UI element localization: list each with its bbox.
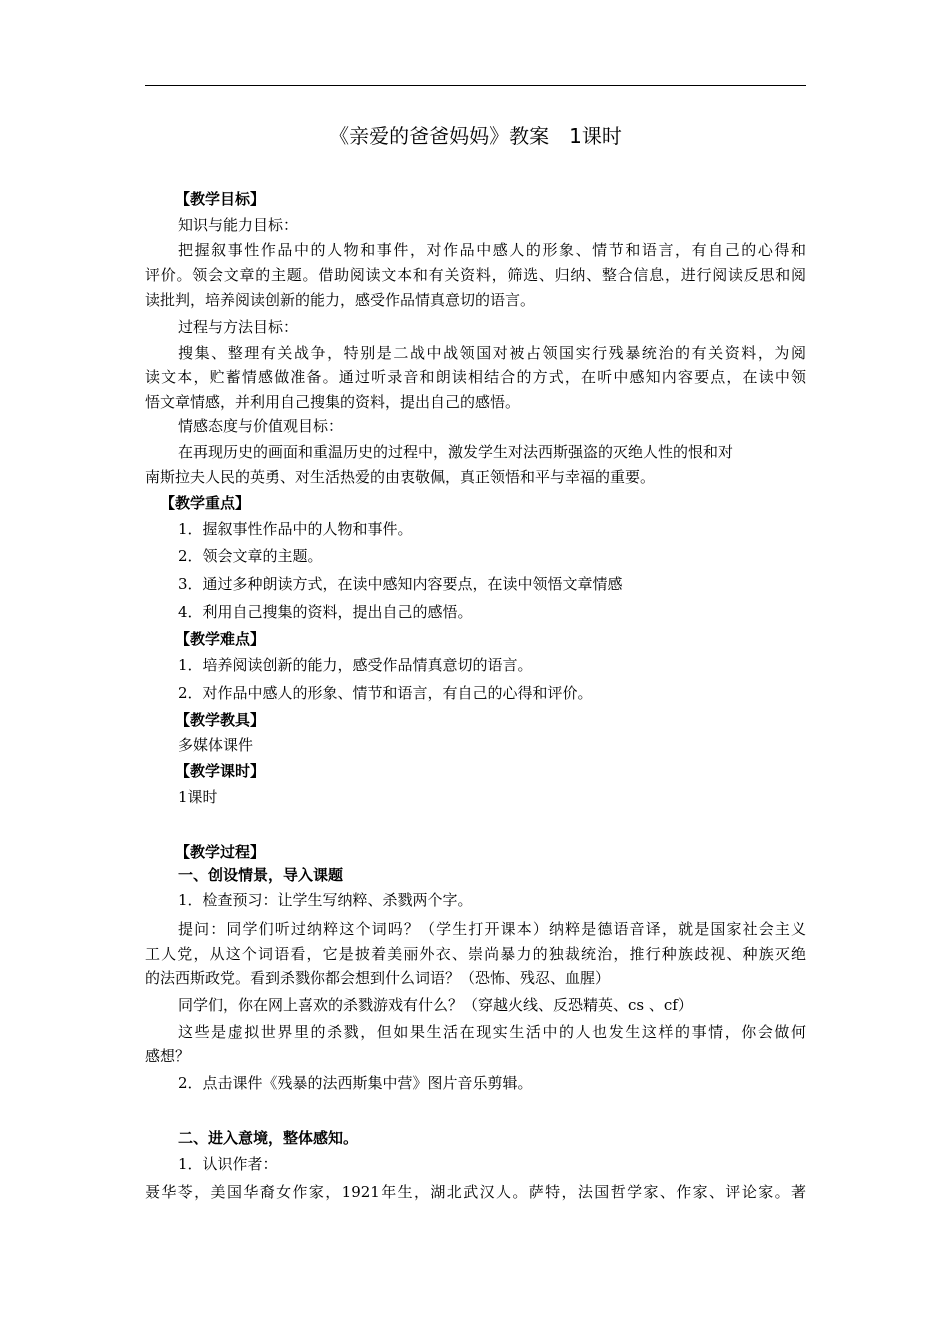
paragraph-line: 悟文章情感，并利用自己搜集的资料，提出自己的感悟。 (145, 393, 521, 411)
header-rule (145, 85, 806, 86)
paragraph-line: 南斯拉夫人民的英勇、对生活热爱的由衷敬佩，真正领悟和平与幸福的重要。 (145, 468, 656, 486)
paragraph-line: 这些是虚拟世界里的杀戮，但如果生活在现实生活中的人也发生这样的事情，你会做何 (178, 1023, 806, 1041)
paragraph-line: 提问：同学们听过纳粹这个词吗？（学生打开课本）纳粹是德语音译，就是国家社会主义 (178, 920, 806, 938)
heading-process: 【教学过程】 (175, 843, 266, 861)
page-title: 《亲爱的爸爸妈妈》教案 1课时 (329, 124, 622, 148)
list-item: 3．通过多种朗读方式，在读中感知内容要点，在读中领悟文章情感 (178, 575, 623, 593)
heading-difficulties: 【教学难点】 (175, 630, 266, 648)
tools-text: 多媒体课件 (178, 736, 254, 754)
heading-objectives: 【教学目标】 (175, 190, 266, 208)
list-item: 2．领会文章的主题。 (178, 547, 323, 565)
heading-tools: 【教学教具】 (175, 711, 266, 729)
section-heading-2: 二、进入意境，整体感知。 (178, 1129, 359, 1147)
paragraph-line: 读批判，培养阅读创新的能力，感受作品情真意切的语言。 (145, 291, 536, 309)
heading-key-points: 【教学重点】 (160, 494, 251, 512)
heading-hours: 【教学课时】 (175, 762, 266, 780)
paragraph-line: 的法西斯政党。看到杀戮你都会想到什么词语？（恐怖、残忍、血腥） (145, 969, 611, 987)
paragraph-line: 工人党，从这个词语看，它是披着美丽外衣、崇尚暴力的独裁统治，推行种族歧视、种族灭绝 (145, 945, 806, 963)
subheading-knowledge: 知识与能力目标： (178, 216, 299, 234)
paragraph-line: 在再现历史的画面和重温历史的过程中，激发学生对法西斯强盗的灭绝人性的恨和对 (178, 443, 734, 461)
list-item: 4．利用自己搜集的资料，提出自己的感悟。 (178, 603, 473, 621)
list-item: 1．培养阅读创新的能力，感受作品情真意切的语言。 (178, 656, 533, 674)
list-item: 1．认识作者： (178, 1155, 278, 1173)
paragraph-line: 读文本，贮蓄情感做准备。通过听录音和朗读相结合的方式，在听中感知内容要点，在读中领 (145, 368, 806, 386)
paragraph-line: 聂华苓，美国华裔女作家，1921年生，湖北武汉人。萨特，法国哲学家、作家、评论家。著 (145, 1183, 806, 1201)
section-heading-1: 一、创设情景，导入课题 (178, 866, 344, 884)
subheading-attitude: 情感态度与价值观目标： (178, 417, 344, 435)
paragraph-line: 评价。领会文章的主题。借助阅读文本和有关资料，筛选、归纳、整合信息，进行阅读反思和阅 (145, 266, 806, 284)
list-item: 2．点击课件《残暴的法西斯集中营》图片音乐剪辑。 (178, 1074, 533, 1092)
paragraph-line: 搜集、整理有关战争，特别是二战中战领国对被占领国实行残暴统治的有关资料，为阅 (178, 344, 806, 362)
subheading-process: 过程与方法目标： (178, 318, 299, 336)
hours-text: 1课时 (178, 788, 218, 806)
list-item: 2．对作品中感人的形象、情节和语言，有自己的心得和评价。 (178, 684, 593, 702)
list-item: 1．握叙事性作品中的人物和事件。 (178, 520, 413, 538)
list-item: 1．检查预习：让学生写纳粹、杀戮两个字。 (178, 891, 473, 909)
paragraph-line: 同学们，你在网上喜欢的杀戮游戏有什么？（穿越火线、反恐精英、cs 、cf） (178, 996, 693, 1014)
paragraph-line: 感想？ (145, 1047, 191, 1065)
paragraph-line: 把握叙事性作品中的人物和事件，对作品中感人的形象、情节和语言，有自己的心得和 (178, 241, 806, 259)
